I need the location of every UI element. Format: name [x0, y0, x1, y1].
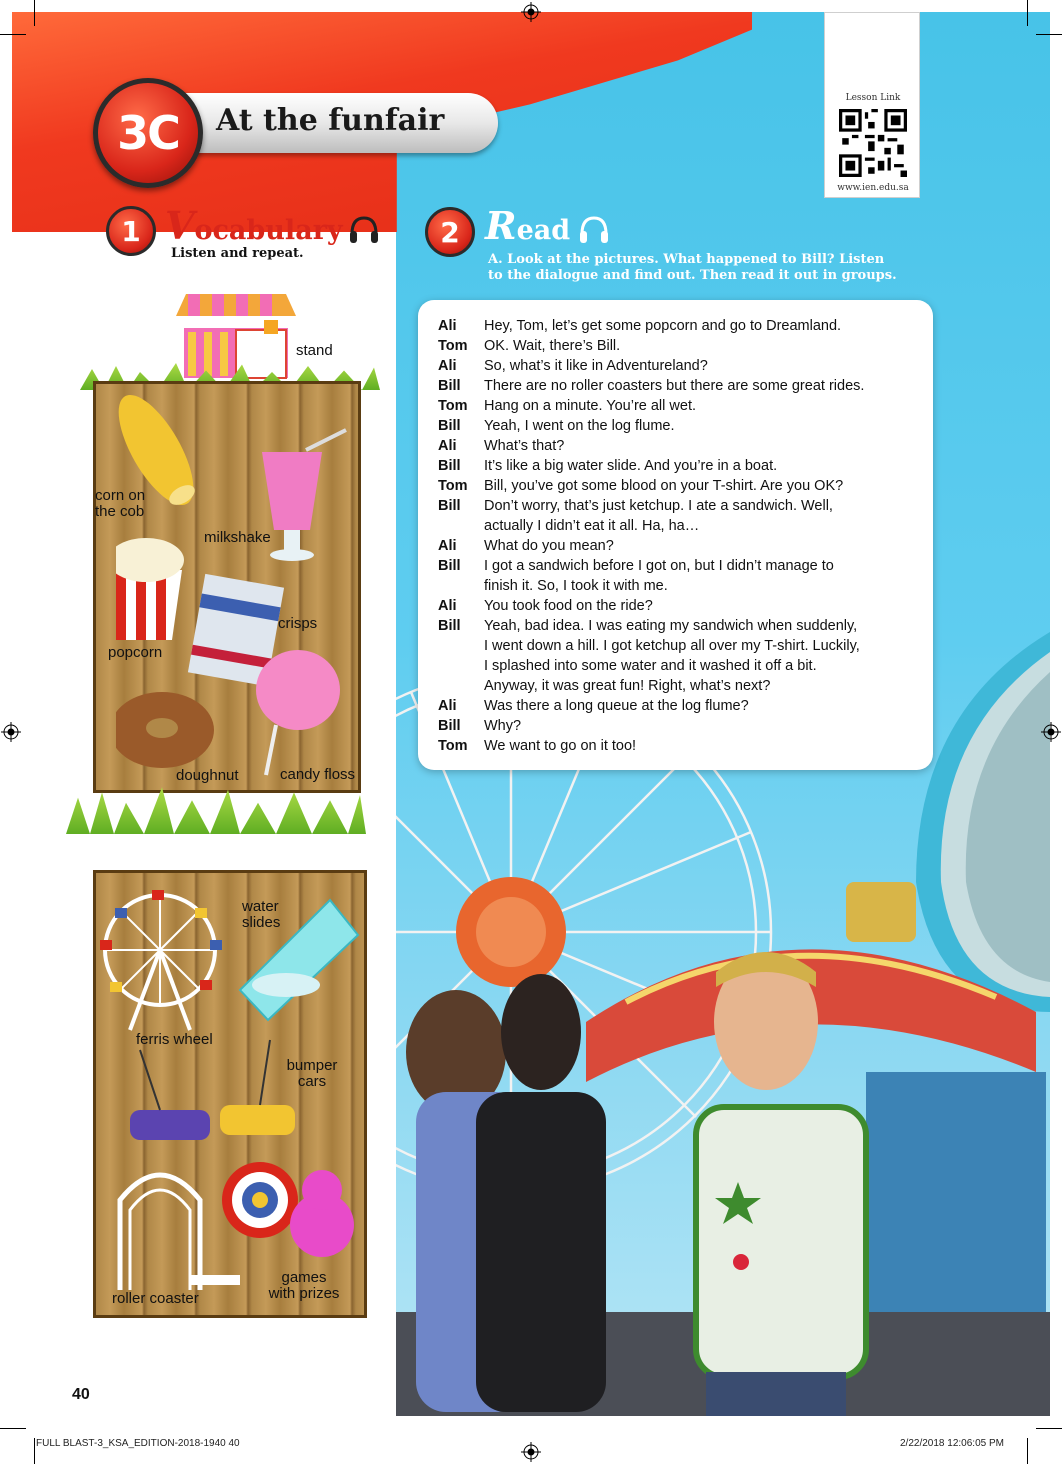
- crop-mark: [1036, 1428, 1062, 1429]
- dialogue-line: [438, 716, 928, 736]
- read-instruction: [488, 252, 897, 284]
- heading-initial: V: [165, 203, 195, 248]
- dialogue-speaker: Bill: [438, 458, 461, 474]
- lesson-code: 3C: [117, 106, 179, 160]
- dialogue-line: [438, 376, 928, 396]
- dialogue-line: [438, 436, 928, 456]
- dialogue-line: [438, 476, 928, 496]
- dialogue-line: [438, 316, 928, 336]
- dialogue-text: What do you mean?: [484, 538, 614, 554]
- vocab-label-water-slides-line2: slides: [242, 914, 281, 931]
- heading-initial: R: [485, 203, 517, 248]
- dialogue-line: [438, 596, 928, 616]
- section-number-badge: [425, 207, 475, 257]
- dialogue-text: Was there a long queue at the log flume?: [484, 698, 749, 714]
- vocab-label-water-slides-line1: water: [242, 898, 279, 915]
- page-title: At the funfair: [216, 103, 445, 138]
- stand-illustration: [176, 290, 296, 380]
- section-number: 2: [440, 215, 460, 249]
- headphones-icon[interactable]: [578, 214, 610, 244]
- vocab-label-roller-coaster: roller coaster: [112, 1290, 199, 1307]
- headphones-icon[interactable]: [348, 214, 380, 244]
- dialogue-line: [438, 736, 928, 756]
- dialogue-text: So, what’s it like in Adventureland?: [484, 358, 708, 374]
- section-number-badge: [106, 206, 156, 256]
- dialogue-text: finish it. So, I took it with me.: [484, 578, 668, 594]
- dialogue-speaker: Bill: [438, 618, 461, 634]
- dialogue-text: Hang on a minute. You’re all wet.: [484, 398, 696, 414]
- dialogue-line: [438, 576, 928, 596]
- dialogue-text: actually I didn’t eat it all. Ha, ha…: [484, 518, 700, 534]
- dialogue-speaker: Bill: [438, 378, 461, 394]
- dialogue-speaker: Ali: [438, 538, 457, 554]
- vocab-label-games-line1: games: [281, 1269, 327, 1286]
- crop-mark: [1036, 34, 1062, 35]
- vocab-label-water-slides: [242, 899, 280, 931]
- dialogue-text: Anyway, it was great fun! Right, what’s next?: [484, 678, 771, 694]
- dialogue-line: [438, 336, 928, 356]
- vocab-label-milkshake: milkshake: [204, 529, 271, 546]
- dialogue-speaker: Tom: [438, 398, 468, 414]
- dialogue-text: I got a sandwich before I got on, but I didn’t manage to: [484, 558, 834, 574]
- read-heading: [485, 203, 570, 248]
- crop-mark: [0, 1428, 26, 1429]
- dialogue-speaker: Ali: [438, 358, 457, 374]
- vocab-label-corn-line1: corn on: [95, 487, 146, 504]
- registration-mark-icon: [1041, 722, 1061, 742]
- read-instruction-line2: to the dialogue and find out. Then read it out in groups.: [488, 268, 897, 283]
- dialogue-speaker: Ali: [438, 598, 457, 614]
- crop-mark: [34, 1438, 35, 1464]
- dialogue-text: There are no roller coasters but there are some great rides.: [484, 378, 865, 394]
- vocab-label-corn-line2: the cob: [95, 503, 145, 520]
- ride-illustrations: [100, 880, 360, 1310]
- dialogue-text: Yeah, bad idea. I was eating my sandwich when suddenly,: [484, 618, 858, 634]
- registration-mark-icon: [1, 722, 21, 742]
- vocab-label-corn: [95, 488, 145, 520]
- crop-mark: [1027, 0, 1028, 26]
- dialogue-speaker: Bill: [438, 498, 461, 514]
- vocab-label-games-with-prizes: [262, 1270, 346, 1302]
- dialogue-line: [438, 656, 928, 676]
- vocabulary-heading: [165, 203, 343, 248]
- dialogue-line: [438, 556, 928, 576]
- dialogue-line: [438, 356, 928, 376]
- dialogue-text: We want to go on it too!: [484, 738, 637, 754]
- vocab-label-crisps: crisps: [278, 615, 318, 632]
- vocab-label-bumper-cars-line2: cars: [297, 1073, 327, 1090]
- dialogue-speaker: Ali: [438, 438, 457, 454]
- dialogue-text: Why?: [484, 718, 522, 734]
- crop-mark: [0, 34, 26, 35]
- dialogue-line: [438, 696, 928, 716]
- dialogue-speaker: Tom: [438, 738, 468, 754]
- vocab-label-candy-floss: candy floss: [280, 766, 356, 783]
- lesson-badge: [93, 78, 203, 188]
- section-number: 1: [121, 214, 141, 248]
- food-illustrations: [116, 390, 366, 790]
- registration-mark-icon: [521, 1442, 541, 1462]
- crop-mark: [34, 0, 35, 26]
- dialogue-text: Yeah, I went on the log flume.: [484, 418, 675, 434]
- print-file-info: FULL BLAST-3_KSA_EDITION-2018-1940 40: [36, 1438, 240, 1449]
- dialogue-speaker: Bill: [438, 558, 461, 574]
- dialogue-box: [418, 300, 933, 770]
- dialogue-text: What’s that?: [484, 438, 565, 454]
- page-number: 40: [72, 1386, 90, 1403]
- dialogue-line: [438, 676, 928, 696]
- dialogue-line: [438, 636, 928, 656]
- read-instruction-line1: A. Look at the pictures. What happened to Bill? Listen: [488, 252, 885, 267]
- print-timestamp: 2/22/2018 12:06:05 PM: [900, 1438, 1004, 1449]
- heading-rest: ead: [516, 215, 571, 246]
- vocab-label-bumper-cars-line1: bumper: [286, 1057, 338, 1074]
- vocab-label-bumper-cars: [282, 1058, 342, 1090]
- dialogue-line: [438, 456, 928, 476]
- qr-code-icon[interactable]: [839, 109, 907, 177]
- dialogue-text: Don’t worry, that’s just ketchup. I ate a sandwich. Well,: [484, 498, 833, 514]
- dialogue-speaker: Tom: [438, 338, 468, 354]
- dialogue-text: It’s like a big water slide. And you’re in a boat.: [484, 458, 778, 474]
- lesson-link-url[interactable]: www.ien.edu.sa: [837, 183, 909, 193]
- dialogue-line: [438, 516, 928, 536]
- vocab-label-popcorn: popcorn: [108, 644, 163, 661]
- vocab-label-stand: stand: [296, 342, 333, 359]
- vocab-label-ferris-wheel: ferris wheel: [136, 1031, 213, 1048]
- dialogue-text: You took food on the ride?: [484, 598, 653, 614]
- heading-rest: ocabulary: [194, 215, 343, 246]
- vocabulary-instruction: Listen and repeat.: [171, 246, 304, 261]
- dialogue-speaker: Ali: [438, 318, 457, 334]
- dialogue-speaker: Bill: [438, 418, 461, 434]
- vocab-label-games-line2: with prizes: [268, 1285, 340, 1302]
- dialogue-text: OK. Wait, there’s Bill.: [484, 338, 621, 354]
- dialogue-line: [438, 536, 928, 556]
- dialogue-line: [438, 396, 928, 416]
- dialogue-text: Bill, you’ve got some blood on your T-shirt. Are you OK?: [484, 478, 844, 494]
- dialogue-speaker: Tom: [438, 478, 468, 494]
- dialogue-speaker: Ali: [438, 698, 457, 714]
- dialogue-line: [438, 416, 928, 436]
- dialogue-text: Hey, Tom, let’s get some popcorn and go to Dreamland.: [484, 318, 842, 334]
- lesson-link-box[interactable]: [824, 12, 920, 198]
- crop-mark: [1027, 1438, 1028, 1464]
- dialogue-speaker: Bill: [438, 718, 461, 734]
- dialogue-text: I splashed into some water and it washed it off a bit.: [484, 658, 817, 674]
- dialogue-text: I went down a hill. I got ketchup all over my T-shirt. Luckily,: [484, 638, 860, 654]
- registration-mark-icon: [521, 2, 541, 22]
- dialogue-line: [438, 616, 928, 636]
- lesson-link-label: Lesson Link: [845, 93, 901, 103]
- vocab-label-doughnut: doughnut: [176, 767, 239, 784]
- dialogue-line: [438, 496, 928, 516]
